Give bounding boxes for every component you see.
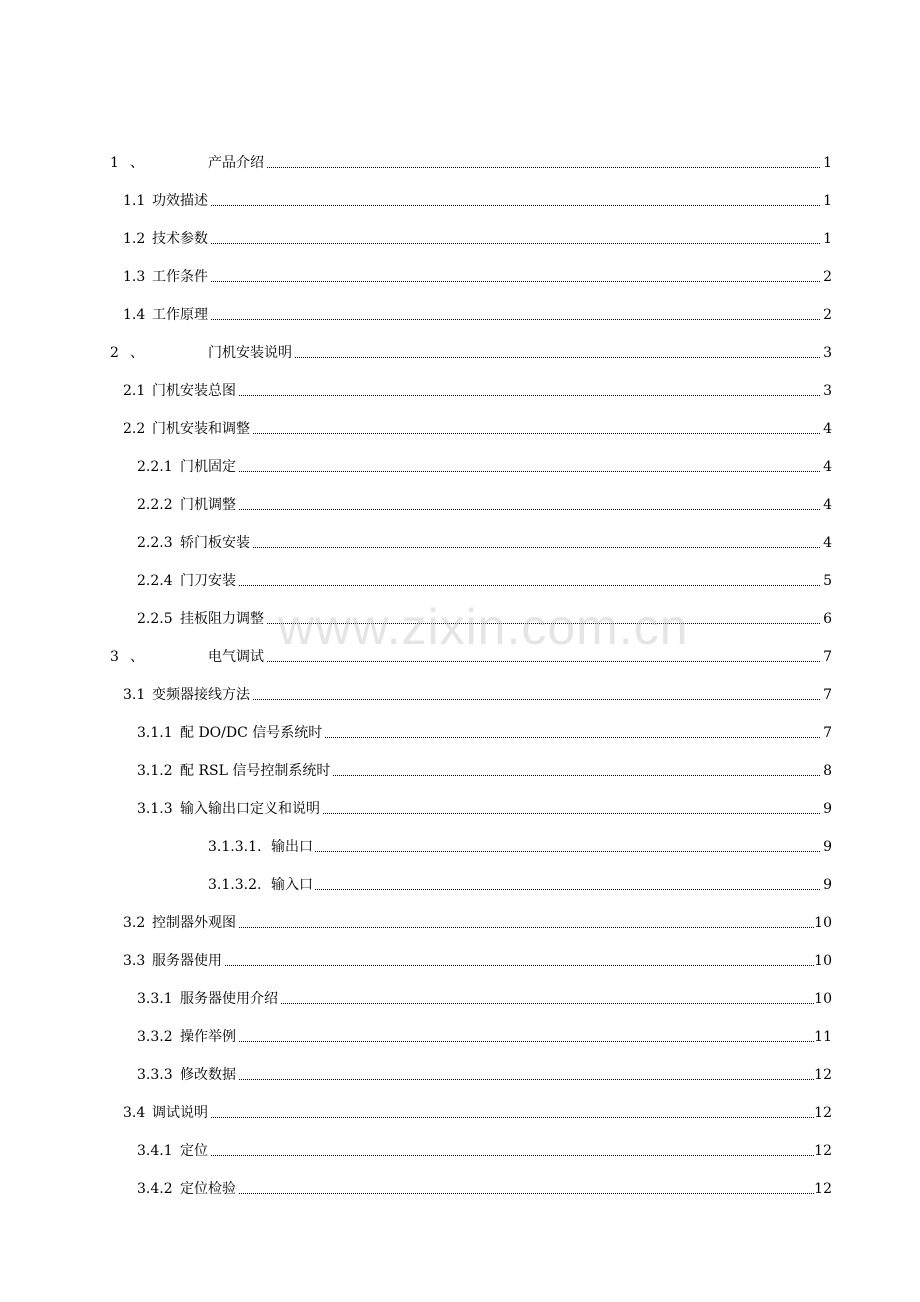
- toc-dot-leader: [180, 509, 820, 510]
- toc-entry-number: 3.2: [123, 915, 146, 931]
- toc-entry[interactable]: [0, 684, 920, 706]
- toc-entry-number: 3.1.3.2.: [208, 877, 262, 893]
- toc-entry-page-number: 12: [814, 1102, 832, 1124]
- toc-entry-title: 配 DO/DC 信号系统时: [180, 722, 324, 744]
- toc-entry[interactable]: [0, 1026, 920, 1048]
- toc-entry-page-number: 10: [814, 950, 832, 972]
- toc-entry-number: 3.1.1: [137, 725, 173, 741]
- toc-entry-page-number: 4: [823, 532, 832, 554]
- toc-entry[interactable]: [0, 190, 920, 212]
- toc-entry[interactable]: [0, 836, 920, 858]
- toc-entry-page-number: 9: [823, 798, 832, 820]
- toc-entry-title: 变频器接线方法: [152, 684, 252, 706]
- toc-entry-title: 门机安装和调整: [152, 418, 252, 440]
- toc-entry-title: 工作条件: [152, 266, 210, 288]
- toc-dot-leader: [208, 661, 820, 662]
- toc-entry[interactable]: [0, 722, 920, 744]
- toc-dot-leader: [180, 585, 820, 586]
- toc-entry-number: 2.1: [123, 383, 146, 399]
- toc-entry-number: 1.3: [123, 269, 146, 285]
- toc-entry-page-number: 2: [823, 266, 832, 288]
- toc-entry-number: 3.1.2: [137, 763, 173, 779]
- toc-dot-leader: [152, 205, 820, 206]
- toc-entry-title: 产品介绍: [208, 152, 266, 174]
- toc-entry-title: 操作举例: [180, 1026, 238, 1048]
- toc-entry-number: 1.4: [123, 307, 146, 323]
- toc-dot-leader: [152, 395, 820, 396]
- toc-entry-page-number: 10: [814, 912, 832, 934]
- toc-entry[interactable]: [0, 456, 920, 478]
- toc-entry-page-number: 2: [823, 304, 832, 326]
- toc-entry-page-number: 7: [823, 722, 832, 744]
- toc-dot-leader: [152, 1117, 820, 1118]
- toc-entry-title: 门机固定: [180, 456, 238, 478]
- toc-entry-number: 3.1: [123, 687, 146, 703]
- toc-dot-leader: [152, 433, 820, 434]
- toc-entry-number: 3.3.1: [137, 991, 173, 1007]
- toc-entry-page-number: 8: [823, 760, 832, 782]
- toc-entry-page-number: 12: [814, 1064, 832, 1086]
- toc-dot-leader: [152, 281, 820, 282]
- toc-entry-title: 门机安装说明: [208, 342, 294, 364]
- toc-entry-title: 输入输出口定义和说明: [180, 798, 322, 820]
- toc-dot-leader: [180, 471, 820, 472]
- toc-entry-page-number: 6: [823, 608, 832, 630]
- toc-entry-number: 3.3: [123, 953, 146, 969]
- toc-entry-number: 3.3.3: [137, 1067, 173, 1083]
- toc-entry[interactable]: [0, 760, 920, 782]
- toc-dot-leader: [152, 699, 820, 700]
- toc-entry-title: 门刀安装: [180, 570, 238, 592]
- toc-dot-leader: [180, 1155, 820, 1156]
- toc-entry[interactable]: [0, 380, 920, 402]
- toc-entry-separator: 、: [130, 649, 144, 665]
- toc-entry[interactable]: [0, 798, 920, 820]
- toc-dot-leader: [152, 965, 820, 966]
- toc-entry-number: 2.2.5: [137, 611, 173, 627]
- toc-entry[interactable]: [0, 266, 920, 288]
- toc-entry-number: 1: [110, 155, 119, 171]
- toc-entry-page-number: 11: [814, 1026, 832, 1048]
- toc-entry-page-number: 4: [823, 418, 832, 440]
- toc-entry[interactable]: [0, 342, 920, 364]
- toc-entry-number: 2.2.3: [137, 535, 173, 551]
- toc-entry-page-number: 1: [823, 152, 832, 174]
- toc-entry-page-number: 1: [823, 190, 832, 212]
- toc-entry-page-number: 9: [823, 874, 832, 896]
- toc-entry[interactable]: [0, 152, 920, 174]
- toc-entry-separator: 、: [130, 345, 144, 361]
- toc-dot-leader: [271, 851, 820, 852]
- toc-entry[interactable]: [0, 950, 920, 972]
- toc-dot-leader: [180, 1193, 820, 1194]
- toc-entry-number: 3.4.2: [137, 1181, 173, 1197]
- toc-entry-title: 输出口: [271, 836, 315, 858]
- toc-entry-number: 2.2.2: [137, 497, 173, 513]
- toc-entry-title: 配 RSL 信号控制系统时: [180, 760, 332, 782]
- toc-dot-leader: [180, 1079, 820, 1080]
- toc-entry-title: 门机安装总图: [152, 380, 238, 402]
- toc-entry-page-number: 1: [823, 228, 832, 250]
- toc-entry-title: 门机调整: [180, 494, 238, 516]
- toc-entry-title: 服务器使用介绍: [180, 988, 280, 1010]
- toc-entry-number: 2: [110, 345, 119, 361]
- toc-dot-leader: [208, 167, 820, 168]
- toc-entry-title: 技术参数: [152, 228, 210, 250]
- toc-entry-page-number: 12: [814, 1140, 832, 1162]
- toc-entry-page-number: 7: [823, 684, 832, 706]
- toc-entry[interactable]: [0, 1178, 920, 1200]
- toc-entry-number: 3.1.3.1.: [208, 839, 262, 855]
- toc-entry-page-number: 9: [823, 836, 832, 858]
- toc-entry-page-number: 3: [823, 342, 832, 364]
- toc-entry-number: 3.4.1: [137, 1143, 173, 1159]
- toc-entry[interactable]: [0, 228, 920, 250]
- toc-dot-leader: [180, 1041, 820, 1042]
- toc-entry-number: 3.3.2: [137, 1029, 173, 1045]
- toc-entry[interactable]: [0, 874, 920, 896]
- toc-entry-title: 工作原理: [152, 304, 210, 326]
- toc-entry-number: 2.2.4: [137, 573, 173, 589]
- toc-entry-title: 轿门板安装: [180, 532, 252, 554]
- toc-dot-leader: [180, 547, 820, 548]
- toc-entry-page-number: 4: [823, 456, 832, 478]
- toc-entry-page-number: 5: [823, 570, 832, 592]
- toc-dot-leader: [152, 243, 820, 244]
- toc-entry-number: 3.1.3: [137, 801, 173, 817]
- toc-entry-number: 1.2: [123, 231, 146, 247]
- toc-entry-title: 服务器使用: [152, 950, 224, 972]
- toc-dot-leader: [152, 319, 820, 320]
- toc-entry-title: 调试说明: [152, 1102, 210, 1124]
- toc-entry[interactable]: [0, 1102, 920, 1124]
- toc-entry-title: 控制器外观图: [152, 912, 238, 934]
- toc-entry-page-number: 3: [823, 380, 832, 402]
- toc-entry-title: 电气调试: [208, 646, 266, 668]
- toc-entry[interactable]: [0, 912, 920, 934]
- toc-entry-page-number: 4: [823, 494, 832, 516]
- toc-entry-title: 定位检验: [180, 1178, 238, 1200]
- toc-dot-leader: [152, 927, 820, 928]
- toc-entry-number: 1.1: [123, 193, 146, 209]
- toc-entry[interactable]: [0, 1140, 920, 1162]
- toc-entry[interactable]: [0, 1064, 920, 1086]
- toc-entry-title: 修改数据: [180, 1064, 238, 1086]
- watermark: www.zixin.com.cn: [278, 599, 689, 655]
- toc-entry-page-number: 10: [814, 988, 832, 1010]
- toc-entry-number: 3: [110, 649, 119, 665]
- toc-entry-separator: 、: [130, 155, 144, 171]
- toc-entry-number: 3.4: [123, 1105, 146, 1121]
- toc-dot-leader: [208, 357, 820, 358]
- toc-entry[interactable]: [0, 988, 920, 1010]
- toc-entry-number: 2.2.1: [137, 459, 173, 475]
- toc-entry-page-number: 12: [814, 1178, 832, 1200]
- toc-entry[interactable]: [0, 494, 920, 516]
- toc-entry-title: 功效描述: [152, 190, 210, 212]
- toc-entry[interactable]: [0, 532, 920, 554]
- toc-entry[interactable]: [0, 418, 920, 440]
- toc-entry[interactable]: [0, 304, 920, 326]
- toc-entry-title: 定位: [180, 1140, 210, 1162]
- toc-entry-title: 输入口: [271, 874, 315, 896]
- toc-entry-number: 2.2: [123, 421, 146, 437]
- toc-dot-leader: [271, 889, 820, 890]
- toc-entry-page-number: 7: [823, 646, 832, 668]
- toc-entry[interactable]: [0, 570, 920, 592]
- toc-entry-title: 挂板阻力调整: [180, 608, 266, 630]
